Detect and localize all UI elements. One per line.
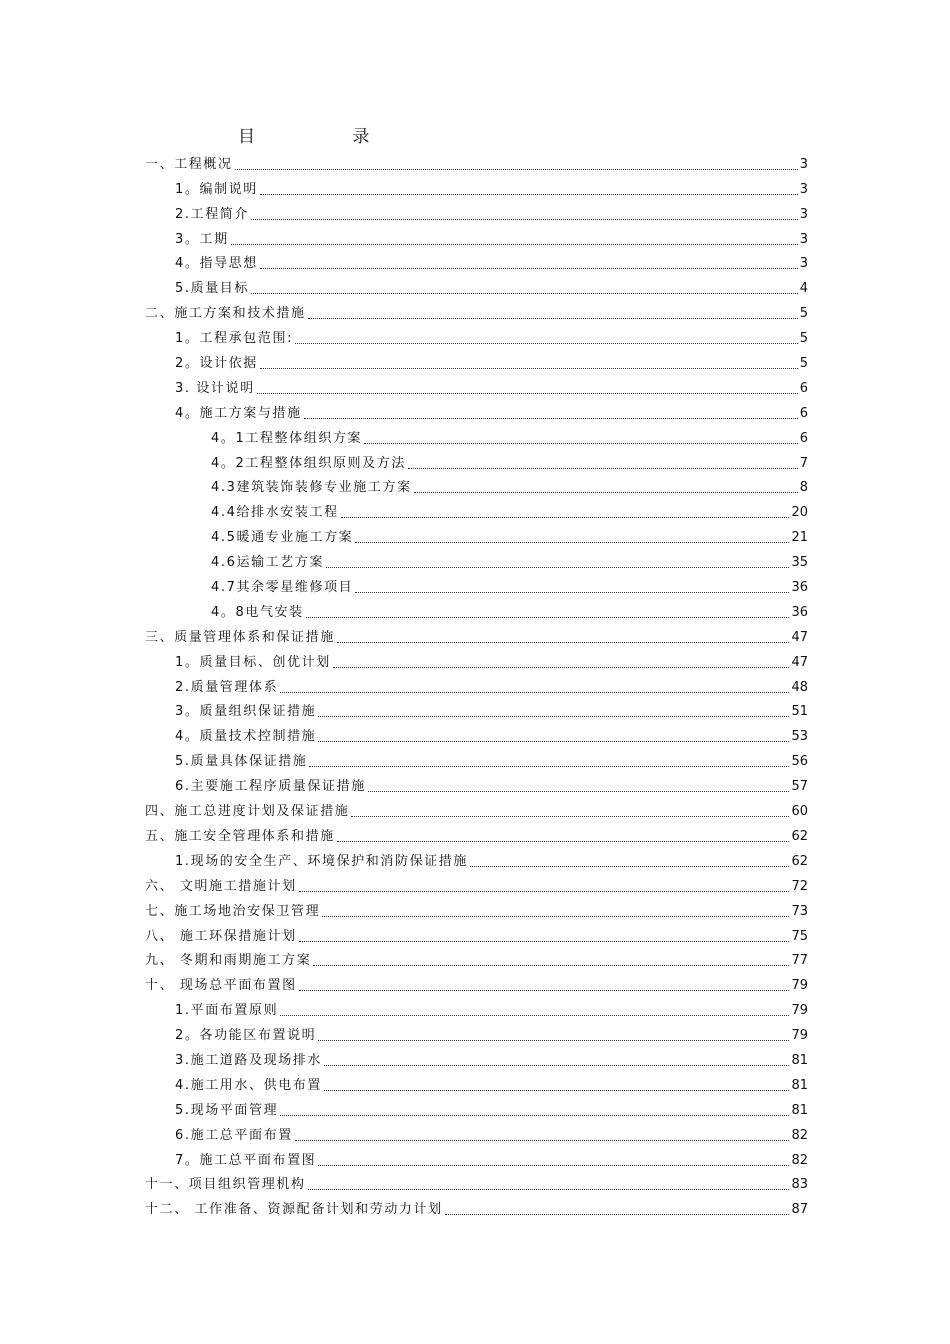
toc-entry-page-number: 79 (791, 1028, 808, 1044)
toc-entry-title: 6.施工总平面布置 (175, 1127, 293, 1143)
toc-entry-title: 4.4给排水安装工程 (211, 505, 339, 521)
toc-entry-page-number: 75 (791, 928, 808, 944)
toc-entry[interactable] (145, 1120, 808, 1145)
dot-leader (318, 1165, 789, 1166)
toc-entry[interactable] (145, 871, 808, 896)
toc-entry[interactable] (145, 995, 808, 1020)
toc-entry[interactable] (145, 821, 808, 846)
toc-entry-title: 三、质量管理体系和保证措施 (145, 629, 335, 645)
toc-entry-page-number: 5 (799, 306, 808, 322)
toc-entry-title: 1.平面布置原则 (175, 1003, 279, 1019)
toc-entry[interactable] (145, 1170, 808, 1195)
toc-entry[interactable] (145, 746, 808, 771)
dot-leader (326, 567, 789, 568)
toc-entry-page-number: 81 (791, 1102, 808, 1118)
dot-leader (299, 891, 790, 892)
toc-entry-title: 十二、 工作准备、资源配备计划和劳动力计划 (145, 1202, 443, 1218)
toc-entry-title: 3。工期 (175, 231, 229, 247)
toc-entry[interactable] (145, 1020, 808, 1045)
toc-entry-page-number: 21 (791, 530, 808, 546)
toc-entry[interactable] (145, 373, 808, 398)
toc-entry[interactable] (145, 672, 808, 697)
toc-entry-page-number: 79 (791, 1003, 808, 1019)
dot-leader (304, 418, 798, 419)
toc-entry[interactable] (145, 796, 808, 821)
toc-entry-title: 2.工程简介 (175, 206, 250, 222)
dot-leader (355, 592, 789, 593)
toc-entry-title: 七、施工场地治安保卫管理 (145, 903, 321, 919)
toc-entry-page-number: 73 (791, 903, 808, 919)
dot-leader (295, 1140, 790, 1141)
toc-entry-page-number: 77 (791, 953, 808, 969)
dot-leader (280, 1015, 789, 1016)
toc-entry[interactable] (145, 647, 808, 672)
toc-entry-page-number: 47 (791, 654, 808, 670)
toc-entry-title: 4。8电气安装 (211, 604, 304, 620)
toc-entry[interactable] (145, 1194, 808, 1219)
toc-entry-title: 3.施工道路及现场排水 (175, 1052, 323, 1068)
toc-entry-title: 5.质量目标 (175, 281, 250, 297)
toc-entry[interactable] (145, 423, 808, 448)
dot-leader (308, 318, 798, 319)
toc-entry[interactable] (145, 547, 808, 572)
toc-entry-page-number: 53 (791, 729, 808, 745)
toc-entry-page-number: 62 (791, 828, 808, 844)
toc-entry-title: 1。工程承包范围: (175, 331, 294, 347)
toc-entry-title: 九、 冬期和雨期施工方案 (145, 953, 312, 969)
toc-entry[interactable] (145, 1045, 808, 1070)
toc-entry-title: 八、 施工环保措施计划 (145, 928, 297, 944)
toc-entry-page-number: 3 (799, 231, 808, 247)
toc-entry[interactable] (145, 1095, 808, 1120)
dot-leader (295, 343, 798, 344)
dot-leader (408, 468, 798, 469)
toc-entry-page-number: 82 (791, 1127, 808, 1143)
toc-entry-page-number: 57 (791, 779, 808, 795)
toc-entry[interactable] (145, 721, 808, 746)
table-of-contents (145, 149, 808, 1219)
toc-entry[interactable] (145, 249, 808, 274)
toc-entry-title: 4。施工方案与措施 (175, 405, 302, 421)
dot-leader (260, 268, 798, 269)
toc-entry[interactable] (145, 497, 808, 522)
toc-entry[interactable] (145, 896, 808, 921)
dot-leader (251, 219, 798, 220)
toc-entry-page-number: 4 (799, 281, 808, 297)
toc-entry-title: 4.3建筑装饰装修专业施工方案 (211, 480, 412, 496)
toc-entry-page-number: 20 (791, 505, 808, 521)
toc-entry-page-number: 5 (799, 331, 808, 347)
toc-entry-page-number: 79 (791, 978, 808, 994)
dot-leader (355, 542, 789, 543)
toc-entry[interactable] (145, 597, 808, 622)
toc-title: 目 录 (238, 127, 416, 147)
toc-entry[interactable] (145, 298, 808, 323)
toc-entry-page-number: 35 (791, 555, 808, 571)
toc-entry-page-number: 72 (791, 878, 808, 894)
toc-entry-page-number: 5 (799, 356, 808, 372)
dot-leader (337, 841, 790, 842)
toc-entry[interactable] (145, 323, 808, 348)
dot-leader (299, 990, 790, 991)
toc-entry-title: 4.7其余零星维修项目 (211, 580, 354, 596)
toc-entry-page-number: 47 (791, 629, 808, 645)
toc-entry[interactable] (145, 149, 808, 174)
toc-entry-title: 五、施工安全管理体系和措施 (145, 828, 335, 844)
toc-entry-page-number: 7 (799, 455, 808, 471)
toc-entry-title: 4.6运输工艺方案 (211, 555, 325, 571)
toc-entry-title: 4。2工程整体组织原则及方法 (211, 455, 406, 471)
toc-entry-page-number: 81 (791, 1077, 808, 1093)
toc-entry-page-number: 83 (791, 1177, 808, 1193)
toc-entry-page-number: 87 (791, 1202, 808, 1218)
toc-entry-page-number: 48 (791, 679, 808, 695)
toc-entry[interactable] (145, 273, 808, 298)
toc-entry-title: 1.现场的安全生产、环境保护和消防保证措施 (175, 853, 469, 869)
toc-entry-page-number: 3 (799, 256, 808, 272)
toc-entry[interactable] (145, 846, 808, 871)
dot-leader (313, 965, 789, 966)
toc-entry-page-number: 36 (791, 580, 808, 596)
toc-entry-title: 2。各功能区布置说明 (175, 1028, 317, 1044)
toc-entry-page-number: 62 (791, 853, 808, 869)
toc-entry-title: 4。指导思想 (175, 256, 258, 272)
toc-entry[interactable] (145, 1145, 808, 1170)
toc-entry-page-number: 81 (791, 1052, 808, 1068)
toc-entry[interactable] (145, 946, 808, 971)
dot-leader (414, 492, 798, 493)
dot-leader (351, 816, 789, 817)
dot-leader (322, 916, 789, 917)
dot-leader (257, 393, 798, 394)
toc-entry-title: 四、施工总进度计划及保证措施 (145, 804, 350, 820)
toc-entry-page-number: 51 (791, 704, 808, 720)
dot-leader (231, 244, 798, 245)
toc-entry[interactable] (145, 1070, 808, 1095)
dot-leader (306, 617, 790, 618)
toc-entry[interactable] (145, 473, 808, 498)
toc-entry-page-number: 6 (799, 430, 808, 446)
dot-leader (445, 1214, 790, 1215)
toc-entry[interactable] (145, 522, 808, 547)
toc-entry-title: 7。施工总平面布置图 (175, 1152, 317, 1168)
toc-entry[interactable] (145, 622, 808, 647)
toc-entry-title: 2。设计依据 (175, 356, 258, 372)
toc-entry-title: 5.质量具体保证措施 (175, 754, 308, 770)
toc-entry-page-number: 6 (799, 405, 808, 421)
dot-leader (260, 194, 798, 195)
toc-entry[interactable] (145, 771, 808, 796)
toc-entry[interactable] (145, 970, 808, 995)
toc-entry-title: 4.施工用水、供电布置 (175, 1077, 323, 1093)
dot-leader (333, 667, 790, 668)
toc-entry[interactable] (145, 348, 808, 373)
toc-entry-title: 十一、项目组织管理机构 (145, 1177, 306, 1193)
toc-entry-title: 3. 设计说明 (175, 380, 255, 396)
toc-entry-title: 6.主要施工程序质量保证措施 (175, 779, 366, 795)
toc-entry-title: 4.5暖通专业施工方案 (211, 530, 354, 546)
dot-leader (260, 368, 798, 369)
toc-entry-title: 5.现场平面管理 (175, 1102, 279, 1118)
toc-entry-page-number: 3 (799, 156, 808, 172)
toc-entry[interactable] (145, 697, 808, 722)
toc-entry-page-number: 56 (791, 754, 808, 770)
toc-entry-page-number: 8 (799, 480, 808, 496)
toc-entry-page-number: 3 (799, 206, 808, 222)
dot-leader (470, 866, 789, 867)
toc-entry-title: 六、 文明施工措施计划 (145, 878, 297, 894)
toc-entry[interactable] (145, 174, 808, 199)
toc-entry-page-number: 6 (799, 380, 808, 396)
dot-leader (235, 169, 798, 170)
dot-leader (368, 791, 790, 792)
toc-entry-title: 1。质量目标、创优计划 (175, 654, 331, 670)
dot-leader (299, 941, 790, 942)
toc-entry[interactable] (145, 224, 808, 249)
toc-entry[interactable] (145, 398, 808, 423)
toc-entry-title: 4。1工程整体组织方案 (211, 430, 363, 446)
toc-entry-page-number: 60 (791, 804, 808, 820)
toc-entry-title: 2.质量管理体系 (175, 679, 279, 695)
toc-entry-page-number: 3 (799, 181, 808, 197)
toc-entry-title: 一、工程概况 (145, 156, 233, 172)
dot-leader (341, 517, 790, 518)
toc-entry-title: 二、施工方案和技术措施 (145, 306, 306, 322)
dot-leader (309, 766, 789, 767)
dot-leader (280, 692, 789, 693)
toc-entry-title: 十、 现场总平面布置图 (145, 978, 297, 994)
dot-leader (324, 1090, 789, 1091)
toc-entry-title: 3。质量组织保证措施 (175, 704, 317, 720)
dot-leader (318, 741, 789, 742)
dot-leader (324, 1065, 789, 1066)
dot-leader (318, 716, 789, 717)
toc-entry[interactable] (145, 921, 808, 946)
toc-entry[interactable] (145, 572, 808, 597)
dot-leader (308, 1189, 790, 1190)
toc-entry-title: 1。编制说明 (175, 181, 258, 197)
dot-leader (280, 1115, 789, 1116)
toc-entry-page-number: 36 (791, 604, 808, 620)
dot-leader (337, 642, 790, 643)
toc-entry[interactable] (145, 448, 808, 473)
toc-entry-title: 4。质量技术控制措施 (175, 729, 317, 745)
dot-leader (318, 1040, 789, 1041)
dot-leader (364, 443, 798, 444)
dot-leader (251, 293, 798, 294)
toc-entry-page-number: 82 (791, 1152, 808, 1168)
toc-entry[interactable] (145, 199, 808, 224)
